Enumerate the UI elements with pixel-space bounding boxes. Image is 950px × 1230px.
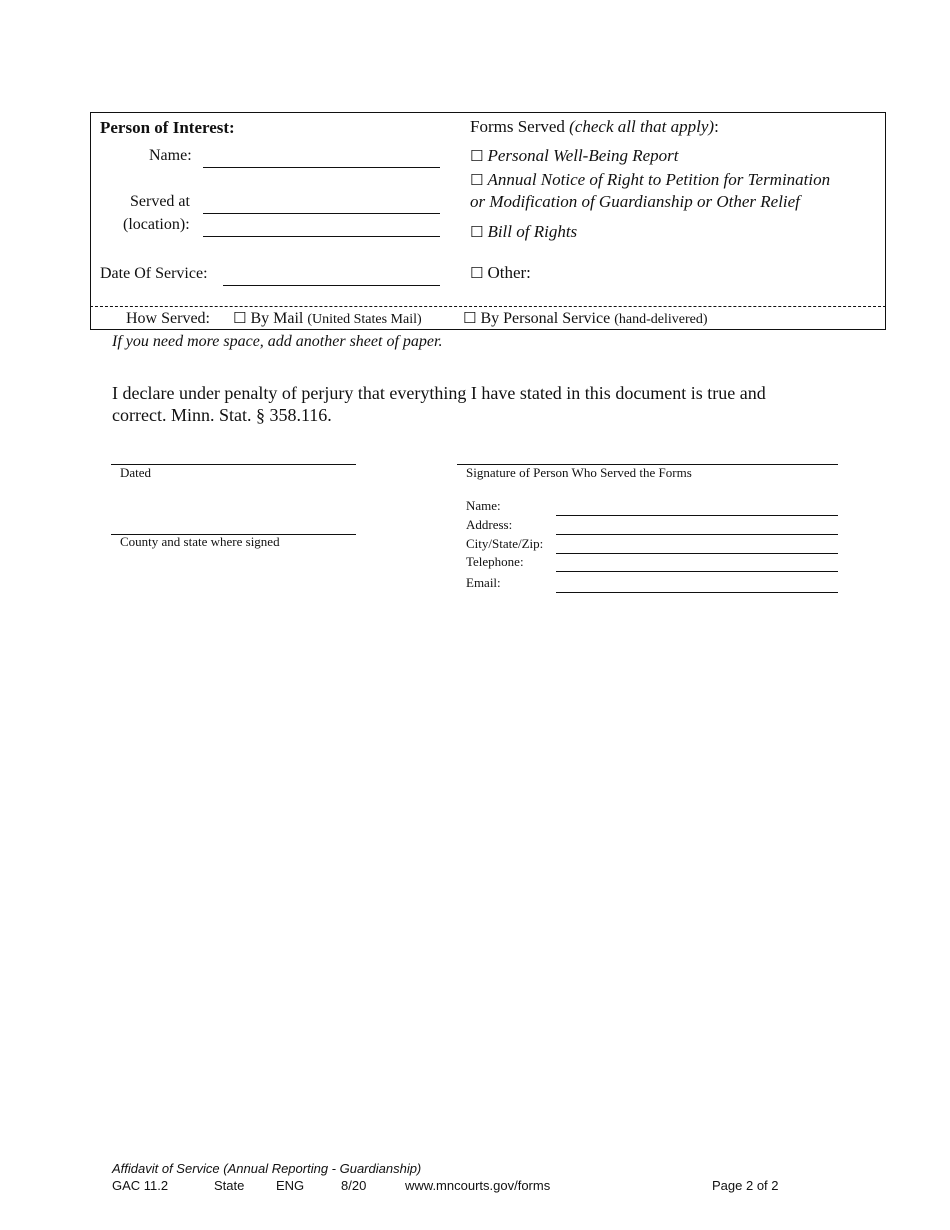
signer-address-label: Address: (466, 517, 513, 532)
signer-email-line (556, 592, 838, 593)
signer-address-input[interactable] (558, 516, 836, 534)
location-label: (location): (123, 216, 190, 233)
signer-city-input[interactable] (558, 535, 836, 553)
checkbox-icon[interactable]: ☐ (470, 223, 484, 241)
more-space-note: If you need more space, add another sheet of paper. (112, 333, 443, 350)
signer-telephone-input[interactable] (558, 553, 836, 571)
county-state-label: County and state where signed (120, 534, 280, 549)
signer-email-input[interactable] (558, 574, 836, 592)
name-underline (203, 167, 440, 168)
served-at-input[interactable] (205, 194, 438, 212)
option-by-personal-service[interactable] (463, 309, 708, 328)
location-underline (203, 236, 440, 237)
option-bill-of-rights[interactable] (470, 222, 577, 242)
date-of-service-label: Date Of Service: (100, 265, 208, 282)
date-of-service-underline (223, 285, 440, 286)
dated-input[interactable] (113, 445, 353, 463)
footer-form-code: GAC 11.2 (112, 1178, 169, 1193)
dashed-divider (90, 306, 886, 307)
name-input[interactable] (205, 148, 438, 166)
forms-served-heading-text: Forms Served (470, 117, 570, 136)
location-input[interactable] (205, 217, 438, 235)
footer-type: State (214, 1178, 245, 1193)
footer-date: 8/20 (341, 1178, 367, 1193)
signer-city-label: City/State/Zip: (466, 536, 544, 551)
footer-language: ENG (276, 1178, 305, 1193)
name-label: Name: (149, 147, 192, 164)
forms-served-heading-colon: : (714, 117, 719, 136)
date-of-service-input[interactable] (225, 266, 438, 284)
how-served-label: How Served: (126, 310, 210, 327)
footer-page-number: Page 2 of 2 (712, 1178, 779, 1193)
signer-email-label: Email: (466, 575, 501, 590)
forms-served-heading-note: (check all that apply) (569, 117, 715, 136)
option-annual-notice-label: Annual Notice of Right to Petition for Termination (487, 170, 831, 189)
served-at-underline (203, 213, 440, 214)
by-personal-service-label: By Personal Service (480, 310, 611, 327)
person-of-interest-heading: Person of Interest: (100, 118, 235, 137)
signer-name-label: Name: (466, 498, 501, 513)
option-annual-notice-label-cont: or Modification of Guardianship or Other Relief (470, 192, 800, 211)
declaration-line-2: correct. Minn. Stat. § 358.116. (112, 405, 332, 425)
checkbox-icon[interactable]: ☐ (470, 147, 484, 165)
checkbox-icon[interactable]: ☐ (470, 171, 484, 189)
signature-label: Signature of Person Who Served the Forms (466, 465, 692, 480)
footer-url[interactable]: www.mncourts.gov/forms (405, 1178, 551, 1193)
forms-served-heading (470, 117, 719, 137)
by-personal-service-note: (hand-delivered) (614, 312, 708, 327)
option-well-being-report-label: Personal Well-Being Report (487, 146, 679, 165)
option-by-mail[interactable] (233, 309, 422, 328)
checkbox-icon[interactable]: ☐ (463, 309, 477, 327)
by-mail-note: (United States Mail) (307, 312, 422, 327)
option-other-label: Other: (487, 263, 531, 282)
footer-title: Affidavit of Service (Annual Reporting - Guardianship) (112, 1161, 422, 1176)
option-well-being-report[interactable] (470, 146, 679, 166)
declaration-line-1: I declare under penalty of perjury that everything I have stated in this document is true and (112, 383, 766, 403)
option-other[interactable] (470, 263, 531, 283)
county-state-input[interactable] (113, 515, 353, 533)
signer-name-input[interactable] (558, 497, 836, 515)
signer-telephone-label: Telephone: (466, 554, 524, 569)
checkbox-icon[interactable]: ☐ (470, 264, 484, 282)
option-annual-notice[interactable] (470, 170, 830, 190)
dated-label: Dated (120, 465, 152, 480)
option-bill-of-rights-label: Bill of Rights (487, 222, 578, 241)
by-mail-label: By Mail (250, 310, 304, 327)
checkbox-icon[interactable]: ☐ (233, 309, 247, 327)
signer-telephone-line (556, 571, 838, 572)
served-at-label: Served at (130, 193, 190, 210)
